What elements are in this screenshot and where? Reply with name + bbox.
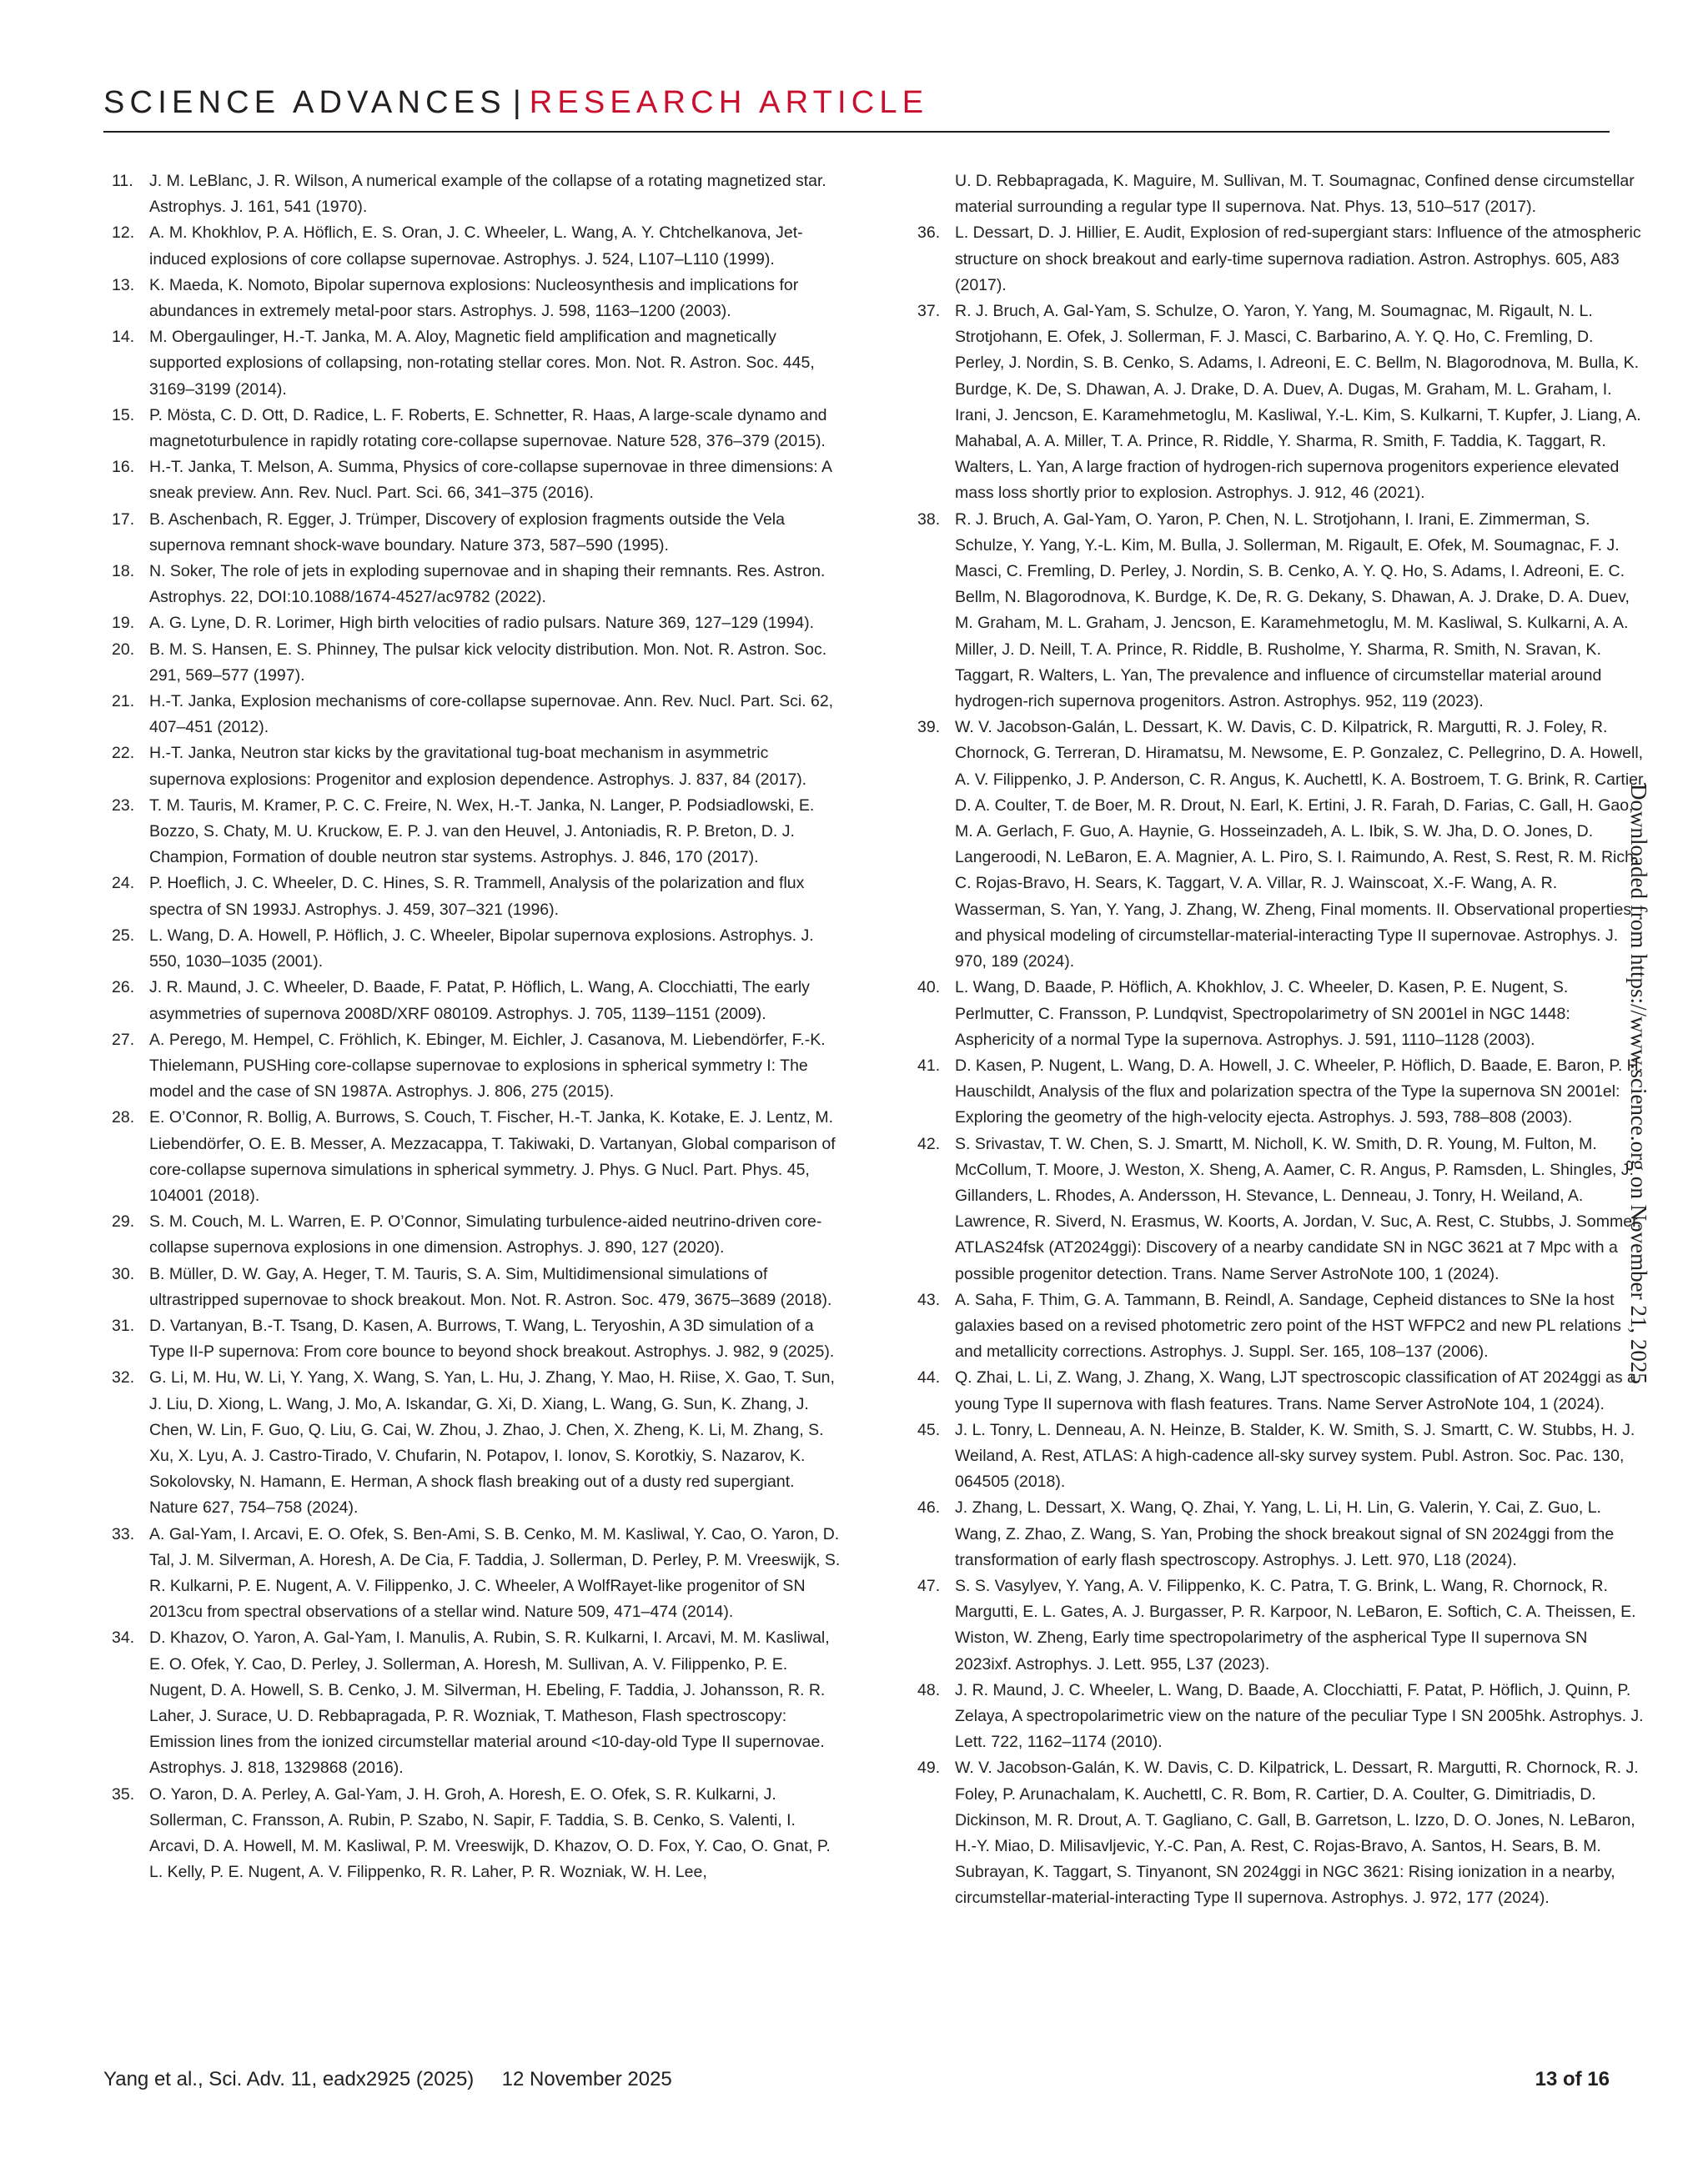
reference-entry [112, 559, 841, 610]
reference-entry [917, 715, 1647, 975]
reference-number: 36. [917, 223, 941, 243]
footer-citation-text: Yang et al., Sci. Adv. 11, eadx2925 (2025) 12 November 2025 [103, 2068, 672, 2090]
reference-entry [917, 1755, 1647, 1911]
reference-text: L. Dessart, D. J. Hillier, E. Audit, Explosion of red-supergiant stars: Influence of the atmospheric structure on shock breakout and early-time supernova radiation. Astron. Astrophys. 605, A83 (2017). [955, 223, 1641, 294]
reference-text: S. S. Vasylyev, Y. Yang, A. V. Filippenko, K. C. Patra, T. G. Brink, L. Wang, R. Chornock, R. Margutti, E. L. Gates, A. J. Burgasser, P. R. Karpoor, N. LeBaron, E. Softich, C. A. Theissen, E. Wiston, W. Zheng, Early time spectropolarimetry of the aspherical Type II supernova SN 2023ixf. Astrophys. J. Lett. 955, L37 (2023). [955, 1576, 1636, 1674]
reference-entry [112, 1105, 841, 1209]
header-rule [103, 131, 1610, 133]
reference-text: J. L. Tonry, L. Denneau, A. N. Heinze, B. Stalder, K. W. Smith, S. J. Smartt, C. W. Stubbs, H. J. Weiland, A. Rest, ATLAS: A high-cadence all-sky survey system. Publ. Astron. Soc. Pac. 130, 064505 (2018). [955, 1420, 1635, 1492]
reference-number: 30. [112, 1264, 135, 1283]
reference-number: 23. [112, 795, 135, 815]
reference-text: H.-T. Janka, T. Melson, A. Summa, Physics of core-collapse supernovae in three dimensions: A sneak preview. Ann. Rev. Nucl. Part. Sci. 66, 341–375 (2016). [149, 458, 831, 503]
reference-entry [112, 871, 841, 922]
reference-number: 37. [917, 302, 941, 321]
reference-entry [917, 1287, 1647, 1366]
reference-number: 13. [112, 275, 135, 294]
reference-number: 31. [112, 1316, 135, 1335]
reference-number: 19. [112, 614, 135, 633]
reference-entry [917, 1495, 1647, 1573]
reference-text: T. M. Tauris, M. Kramer, P. C. C. Freire, N. Wex, H.-T. Janka, N. Langer, P. Podsiadlowski, E. Bozzo, S. Chaty, M. U. Kruckow, E. P. J. van den Heuvel, J. Antoniadis, R. P. Breton, D. J. Champion, Formation of double neutron star systems. Astrophys. J. 846, 170 (2017). [149, 795, 815, 867]
reference-text: W. V. Jacobson-Galán, K. W. Davis, C. D. Kilpatrick, L. Dessart, R. Margutti, R. Chornock, R. J. Foley, P. Arunachalam, K. Auchettl, C. R. Bom, R. Cartier, D. A. Coulter, G. Dimitriadis, D. Dickinson, M. R. Drout, A. T. Gagliano, C. Gall, B. Garretson, L. Izzo, D. O. Jones, N. LeBaron, H.-Y. Miao, D. Milisavljevic, Y.-C. Pan, A. Rest, C. Rojas-Bravo, A. Santos, H. Sears, B. M. Subrayan, K. Taggart, S. Tinyanont, SN 2024ggi in NGC 3621: Rising ionization in a nearby, circumstellar-material-interacting Type II supernova. Astrophys. J. 972, 177 (2024). [955, 1759, 1639, 1908]
reference-entry [112, 1782, 841, 1886]
reference-number: 33. [112, 1524, 135, 1543]
reference-entry [112, 689, 841, 740]
reference-number: 16. [112, 458, 135, 477]
reference-entry [112, 403, 841, 454]
reference-entry [112, 1209, 841, 1261]
reference-number: 18. [112, 562, 135, 581]
reference-entry [917, 220, 1647, 299]
reference-number: 35. [112, 1784, 135, 1804]
reference-number: 40. [917, 978, 941, 997]
reference-text: M. Obergaulinger, H.-T. Janka, M. A. Aloy, Magnetic field amplification and magnetically supported explosions of collapsing, non-rotating stellar cores. Mon. Not. R. Astron. Soc. 445, 3169–3199 (2014). [149, 328, 815, 399]
reference-text: P. Hoeflich, J. C. Wheeler, D. C. Hines, S. R. Trammell, Analysis of the polarization and flux spectra of SN 1993J. Astrophys. J. 459, 307–321 (1996). [149, 874, 805, 919]
reference-number: 22. [112, 744, 135, 763]
reference-text: D. Khazov, O. Yaron, A. Gal-Yam, I. Manulis, A. Rubin, S. R. Kulkarni, I. Arcavi, M. M. Kasliwal, E. O. Ofek, Y. Cao, D. Perley, J. Sollerman, A. Horesh, M. Sullivan, A. V. Filippenko, P. E. Nugent, D. A. Howell, S. B. Cenko, J. M. Silverman, H. Ebeling, F. Taddia, J. Johansson, R. R. Laher, J. Surace, U. D. Rebbapragada, P. R. Wozniak, T. Matheson, Flash spectroscopy: Emission lines from the ionized circumstellar material around <10-day-old Type II supernovae. Astrophys. J. 818, 1329868 (2016). [149, 1628, 830, 1778]
reference-text: A. Perego, M. Hempel, C. Fröhlich, K. Ebinger, M. Eichler, J. Casanova, M. Liebendörfer, F.-K. Thielemann, PUSHing core-collapse supernovae to explosions in spherical symmetry I: The model and the case of SN 1987A. Astrophys. J. 806, 275 (2015). [149, 1030, 826, 1102]
reference-number: 26. [112, 978, 135, 997]
reference-text: J. Zhang, L. Dessart, X. Wang, Q. Zhai, Y. Yang, L. Li, H. Lin, G. Valerin, Y. Cai, Z. Guo, L. Wang, Z. Zhao, Z. Wang, S. Yan, Probing the shock breakout signal of SN 2024ggi from the transformation of early flash spectroscopy. Astrophys. J. Lett. 970, L18 (2024). [955, 1498, 1615, 1569]
reference-number: 48. [917, 1680, 941, 1699]
reference-number: 44. [917, 1368, 941, 1388]
reference-number: 25. [112, 926, 135, 945]
reference-entry [917, 168, 1647, 220]
reference-number: 11. [112, 172, 133, 190]
reference-text: S. M. Couch, M. L. Warren, E. P. O’Connor, Simulating turbulence-aided neutrino-driven core-collapse supernova explosions in one dimension. Astrophys. J. 890, 127 (2020). [149, 1212, 822, 1257]
reference-text: B. Müller, D. W. Gay, A. Heger, T. M. Tauris, S. A. Sim, Multidimensional simulations of ultrastripped supernovae to shock breakout. Mon. Not. R. Astron. Soc. 479, 3675–3689 (2018). [149, 1264, 832, 1309]
reference-text: B. M. S. Hansen, E. S. Phinney, The pulsar kick velocity distribution. Mon. Not. R. Astron. Soc. 291, 569–577 (1997). [149, 640, 827, 685]
reference-entry [917, 1365, 1647, 1417]
reference-number: 32. [112, 1368, 135, 1388]
page-number: 13 of 16 [1535, 2068, 1610, 2090]
download-note [1622, 784, 1655, 1451]
reference-number: 15. [112, 405, 135, 424]
reference-entry [112, 168, 841, 220]
reference-number: 43. [917, 1290, 941, 1309]
reference-text: N. Soker, The role of jets in exploding supernovae and in shaping their remnants. Res. Astron. Astrophys. 22, DOI:10.1088/1674-4527/ac9782 (2022). [149, 562, 826, 607]
reference-entry [112, 454, 841, 506]
reference-number: 38. [917, 509, 941, 529]
reference-text: A. Saha, F. Thim, G. A. Tammann, B. Reindl, A. Sandage, Cepheid distances to SNe Ia host galaxies based on a revised photometric zero point of the HST WFPC2 and new PL relations and metallicity corrections. Astrophys. J. Suppl. Ser. 165, 108–137 (2006). [955, 1290, 1621, 1362]
reference-entry [112, 220, 841, 272]
reference-text: O. Yaron, D. A. Perley, A. Gal-Yam, J. H. Groh, A. Horesh, E. O. Ofek, S. R. Kulkarni, J. Sollerman, C. Fransson, A. Rubin, P. Szabo, N. Sapir, F. Taddia, S. B. Cenko, S. Valenti, I. Arcavi, D. A. Howell, M. M. Kasliwal, P. M. Vreeswijk, D. Khazov, O. D. Fox, Y. Cao, O. Gnat, P. L. Kelly, P. E. Nugent, A. V. Filippenko, R. R. Laher, P. R. Wozniak, W. H. Lee, [149, 1784, 831, 1882]
journal-header [103, 85, 928, 121]
reference-entry [917, 1418, 1647, 1496]
reference-text: W. V. Jacobson-Galán, L. Dessart, K. W. Davis, C. D. Kilpatrick, R. Margutti, R. J. Foley, R. Chornock, G. Terreran, D. Hiramatsu, M. Newsome, E. P. Gonzalez, C. Pellegrino, D. A. Howell, A. V. Filippenko, J. P. Anderson, C. R. Angus, K. Auchettl, K. A. Bostroem, T. G. Brink, R. Cartier, D. A. Coulter, T. de Boer, M. R. Drout, N. Earl, K. Ertini, J. R. Farah, D. Farias, C. Gall, H. Gao, M. A. Gerlach, F. Guo, A. Haynie, G. Hosseinzadeh, A. L. Ibik, S. W. Jha, D. O. Jones, D. Langeroodi, N. LeBaron, E. A. Magnier, A. L. Piro, S. I. Raimundo, A. Rest, S. Rest, R. M. Rich, C. Rojas-Bravo, H. Sears, K. Taggart, V. A. Villar, R. J. Wainscoat, X.-F. Wang, A. R. Wasserman, S. Yan, Y. Yang, J. Zhang, W. Zheng, Final moments. II. Observational properties and physical modeling of circumstellar-material-interacting Type II supernovae. Astrophys. J. 970, 189 (2024). [955, 718, 1647, 971]
reference-number: 47. [917, 1576, 941, 1595]
reference-text: R. J. Bruch, A. Gal-Yam, S. Schulze, O. Yaron, Y. Yang, M. Soumagnac, M. Rigault, N. L. Strotjohann, E. Ofek, J. Sollerman, F. J. Masci, C. Barbarino, A. Y. Q. Ho, C. Fremling, D. Perley, J. Nordin, S. B. Cenko, S. Adams, I. Adreoni, E. C. Bellm, N. Blagorodnova, M. Bulla, K. Burdge, K. De, S. Dhawan, A. J. Drake, D. A. Duev, A. Dugas, M. Graham, M. L. Graham, I. Irani, J. Jencson, E. Karamehmetoglu, M. Kasliwal, Y.-L. Kim, S. Kulkarni, T. Kupfer, J. Liang, A. Mahabal, A. A. Miller, T. A. Prince, R. Riddle, Y. Sharma, R. Smith, F. Taddia, K. Taggart, R. Walters, L. Yan, A large fraction of hydrogen-rich supernova progenitors experience elevated mass loss shortly prior to explosion. Astrophys. J. 912, 46 (2021). [955, 302, 1641, 503]
download-note-text: Downloaded from https://www.science.org on November 21, 2025 [1626, 784, 1651, 1384]
reference-entry [112, 273, 841, 324]
reference-entry [917, 1678, 1647, 1756]
reference-text: S. Srivastav, T. W. Chen, S. J. Smartt, M. Nicholl, K. W. Smith, D. R. Young, M. Fulton, M. McCollum, T. Moore, J. Weston, X. Sheng, A. Aamer, C. R. Angus, P. Ramsden, L. Shingles, J. Gillanders, L. Rhodes, A. Andersson, H. Stevance, L. Denneau, J. Tonry, H. Weiland, A. Lawrence, R. Siverd, N. Erasmus, W. Koorts, A. Jordan, V. Suc, A. Rest, C. Stubbs, J. Sommer, ATLAS24fsk (AT2024ggi): Discovery of a nearby candidate SN in NGC 3621 at 7 Mpc with a possible progenitor detection. Trans. Name Server AstroNote 100, 1 (2024). [955, 1134, 1641, 1283]
reference-number: 46. [917, 1498, 941, 1518]
reference-entry [112, 1027, 841, 1106]
reference-text: J. M. LeBlanc, J. R. Wilson, A numerical example of the collapse of a rotating magnetized star. Astrophys. J. 161, 541 (1970). [149, 172, 826, 217]
reference-number: 20. [112, 640, 135, 659]
references-right-column [917, 168, 1647, 1912]
reference-entry [112, 740, 841, 792]
reference-entry [112, 1313, 841, 1365]
header-separator: | [512, 85, 521, 120]
reference-entry [112, 1262, 841, 1313]
reference-text: H.-T. Janka, Neutron star kicks by the gravitational tug-boat mechanism in asymmetric supernova explosions: Progenitor and explosion dependence. Astrophys. J. 837, 84 (2017). [149, 744, 807, 789]
reference-text: D. Kasen, P. Nugent, L. Wang, D. A. Howell, J. C. Wheeler, P. Höflich, D. Baade, E. Baron, P. H. Hauschildt, Analysis of the flux and polarization spectra of the Type Ia supernova SN 2001el: Exploring the geometry of the high-velocity ejecta. Astrophys. J. 593, 788–808 (2003). [955, 1056, 1644, 1127]
reference-entry [112, 324, 841, 403]
reference-entry [917, 1573, 1647, 1678]
reference-text: D. Vartanyan, B.-T. Tsang, D. Kasen, A. Burrows, T. Wang, L. Teryoshin, A 3D simulation of a Type II-P supernova: From core bounce to beyond shock breakout. Astrophys. J. 982, 9 (2025). [149, 1316, 835, 1362]
reference-text: U. D. Rebbapragada, K. Maguire, M. Sullivan, M. T. Soumagnac, Confined dense circumstellar material surrounding a regular type II supernova. Nat. Phys. 13, 510–517 (2017). [955, 172, 1635, 217]
reference-number: 41. [917, 1056, 941, 1075]
reference-number: 24. [112, 874, 135, 893]
reference-text: J. R. Maund, J. C. Wheeler, L. Wang, D. Baade, A. Clocchiatti, F. Patat, P. Höflich, J. Quinn, P. Zelaya, A spectropolarimetric view on the nature of the peculiar Type I SN 2005hk. Astrophys. J. Lett. 722, 1162–1174 (2010). [955, 1680, 1644, 1752]
reference-number: 27. [112, 1030, 135, 1049]
reference-entry [112, 1522, 841, 1626]
reference-number: 42. [917, 1134, 941, 1153]
reference-entry [917, 1053, 1647, 1132]
reference-text: E. O’Connor, R. Bollig, A. Burrows, S. Couch, T. Fischer, H.-T. Janka, K. Kotake, E. J. Lentz, M. Liebendörfer, O. E. B. Messer, A. Mezzacappa, T. Takiwaki, D. Vartanyan, Global comparison of core-collapse supernova simulations in spherical symmetry. J. Phys. G Nucl. Part. Phys. 45, 104001 (2018). [149, 1108, 836, 1205]
reference-number: 28. [112, 1108, 135, 1127]
reference-text: A. Gal-Yam, I. Arcavi, E. O. Ofek, S. Ben-Ami, S. B. Cenko, M. M. Kasliwal, Y. Cao, O. Yaron, D. Tal, J. M. Silverman, A. Horesh, A. De Cia, F. Taddia, J. Sollerman, D. Perley, P. M. Vreeswijk, S. R. Kulkarni, P. E. Nugent, A. V. Filippenko, J. C. Wheeler, A WolfRayet-like progenitor of SN 2013cu from spectral observations of a stellar wind. Nature 509, 471–474 (2014). [149, 1524, 841, 1622]
journal-name: SCIENCE ADVANCES [103, 85, 506, 120]
reference-entry [112, 1365, 841, 1521]
page-header [103, 85, 1610, 132]
reference-number: 45. [917, 1420, 941, 1439]
reference-entry [917, 975, 1647, 1053]
reference-text: L. Wang, D. Baade, P. Höflich, A. Khokhlov, J. C. Wheeler, D. Kasen, P. E. Nugent, S. Perlmutter, C. Fransson, P. Lundqvist, Spectropolarimetry of SN 2001el in NGC 1448: Asphericity of a normal Type Ia supernova. Astrophys. J. 591, 1110–1128 (2003). [955, 978, 1570, 1049]
reference-text: A. G. Lyne, D. R. Lorimer, High birth velocities of radio pulsars. Nature 369, 127–129 (1994). [149, 614, 815, 633]
reference-number: 39. [917, 718, 941, 737]
reference-text: Q. Zhai, L. Li, Z. Wang, J. Zhang, X. Wang, LJT spectroscopic classification of AT 2024ggi as a young Type II supernova with flash features. Trans. Name Server AstroNote 104, 1 (2024). [955, 1368, 1636, 1413]
reference-entry [112, 610, 841, 636]
reference-entry [917, 299, 1647, 507]
reference-entry [112, 637, 841, 689]
reference-number: 17. [112, 509, 135, 529]
reference-text: J. R. Maund, J. C. Wheeler, D. Baade, F. Patat, P. Höflich, L. Wang, A. Clocchiatti, The early asymmetries of supernova 2008D/XRF 080109. Astrophys. J. 705, 1139–1151 (2009). [149, 978, 810, 1023]
footer-citation [103, 2068, 672, 2091]
reference-number: 34. [112, 1628, 135, 1648]
reference-entry [917, 507, 1647, 715]
reference-number: 21. [112, 692, 135, 711]
reference-entry [112, 975, 841, 1026]
reference-text: G. Li, M. Hu, W. Li, Y. Yang, X. Wang, S. Yan, L. Hu, J. Zhang, Y. Mao, H. Riise, X. Gao, T. Sun, J. Liu, D. Xiong, L. Wang, J. Mo, A. Iskandar, G. Xi, D. Xiang, L. Wang, G. Sun, K. Zhang, J. Chen, W. Lin, F. Guo, Q. Liu, G. Cai, W. Zhou, J. Zhao, J. Chen, X. Zheng, K. Li, M. Zhang, S. Xu, X. Lyu, A. J. Castro-Tirado, V. Chufarin, N. Potapov, I. Ionov, S. Korotkiy, S. Nazarov, K. Sokolovsky, N. Hamann, E. Herman, A shock flash breaking out of a dusty red supergiant. Nature 627, 754–758 (2024). [149, 1368, 835, 1518]
reference-entry [917, 1132, 1647, 1287]
references-left-column [112, 168, 841, 1885]
reference-number: 12. [112, 223, 135, 243]
section-label: RESEARCH ARTICLE [529, 85, 929, 120]
reference-entry [112, 507, 841, 559]
page-footer [103, 2068, 1610, 2098]
reference-text: L. Wang, D. A. Howell, P. Höflich, J. C. Wheeler, Bipolar supernova explosions. Astrophys. J. 550, 1030–1035 (2001). [149, 926, 814, 971]
reference-entry [112, 1625, 841, 1781]
reference-entry [112, 793, 841, 871]
reference-number: 14. [112, 328, 135, 347]
reference-text: B. Aschenbach, R. Egger, J. Trümper, Discovery of explosion fragments outside the Vela supernova remnant shock-wave boundary. Nature 373, 587–590 (1995). [149, 509, 785, 555]
reference-text: A. M. Khokhlov, P. A. Höflich, E. S. Oran, J. C. Wheeler, L. Wang, A. Y. Chtchelkanova, Jet-induced explosions of core collapse supernovae. Astrophys. J. 524, L107–L110 (1999). [149, 223, 803, 268]
reference-text: K. Maeda, K. Nomoto, Bipolar supernova explosions: Nucleosynthesis and implications for abundances in extremely metal-poor stars. Astrophys. J. 598, 1163–1200 (2003). [149, 275, 799, 321]
reference-text: H.-T. Janka, Explosion mechanisms of core-collapse supernovae. Ann. Rev. Nucl. Part. Sci. 62, 407–451 (2012). [149, 692, 834, 737]
reference-text: P. Mösta, C. D. Ott, D. Radice, L. F. Roberts, E. Schnetter, R. Haas, A large-scale dynamo and magnetoturbulence in rapidly rotating core-collapse supernovae. Nature 528, 376–379 (2015). [149, 405, 827, 451]
reference-entry [112, 923, 841, 975]
reference-text: R. J. Bruch, A. Gal-Yam, O. Yaron, P. Chen, N. L. Strotjohann, I. Irani, E. Zimmerman, S. Schulze, Y. Yang, Y.-L. Kim, M. Bulla, J. Sollerman, M. Rigault, E. Ofek, M. Soumagnac, F. J. Masci, C. Fremling, D. Perley, J. Nordin, S. B. Cenko, A. Y. Q. Ho, S. Adams, I. Adreoni, E. C. Bellm, N. Blagorodnova, K. Burdge, K. De, R. G. Dekany, S. Dhawan, A. J. Drake, D. A. Duev, M. Graham, M. L. Graham, J. Jencson, E. Karamehmetoglu, M. M. Kasliwal, S. Kulkarni, A. A. Miller, J. D. Neill, T. A. Prince, R. Riddle, B. Rusholme, Y. Sharma, R. Smith, N. Sravan, K. Taggart, R. Walters, L. Yan, The prevalence and influence of circumstellar material around hydrogen-rich supernova progenitors. Astron. Astrophys. 952, 119 (2023). [955, 509, 1630, 711]
reference-number: 49. [917, 1759, 941, 1778]
reference-number: 29. [112, 1212, 135, 1232]
